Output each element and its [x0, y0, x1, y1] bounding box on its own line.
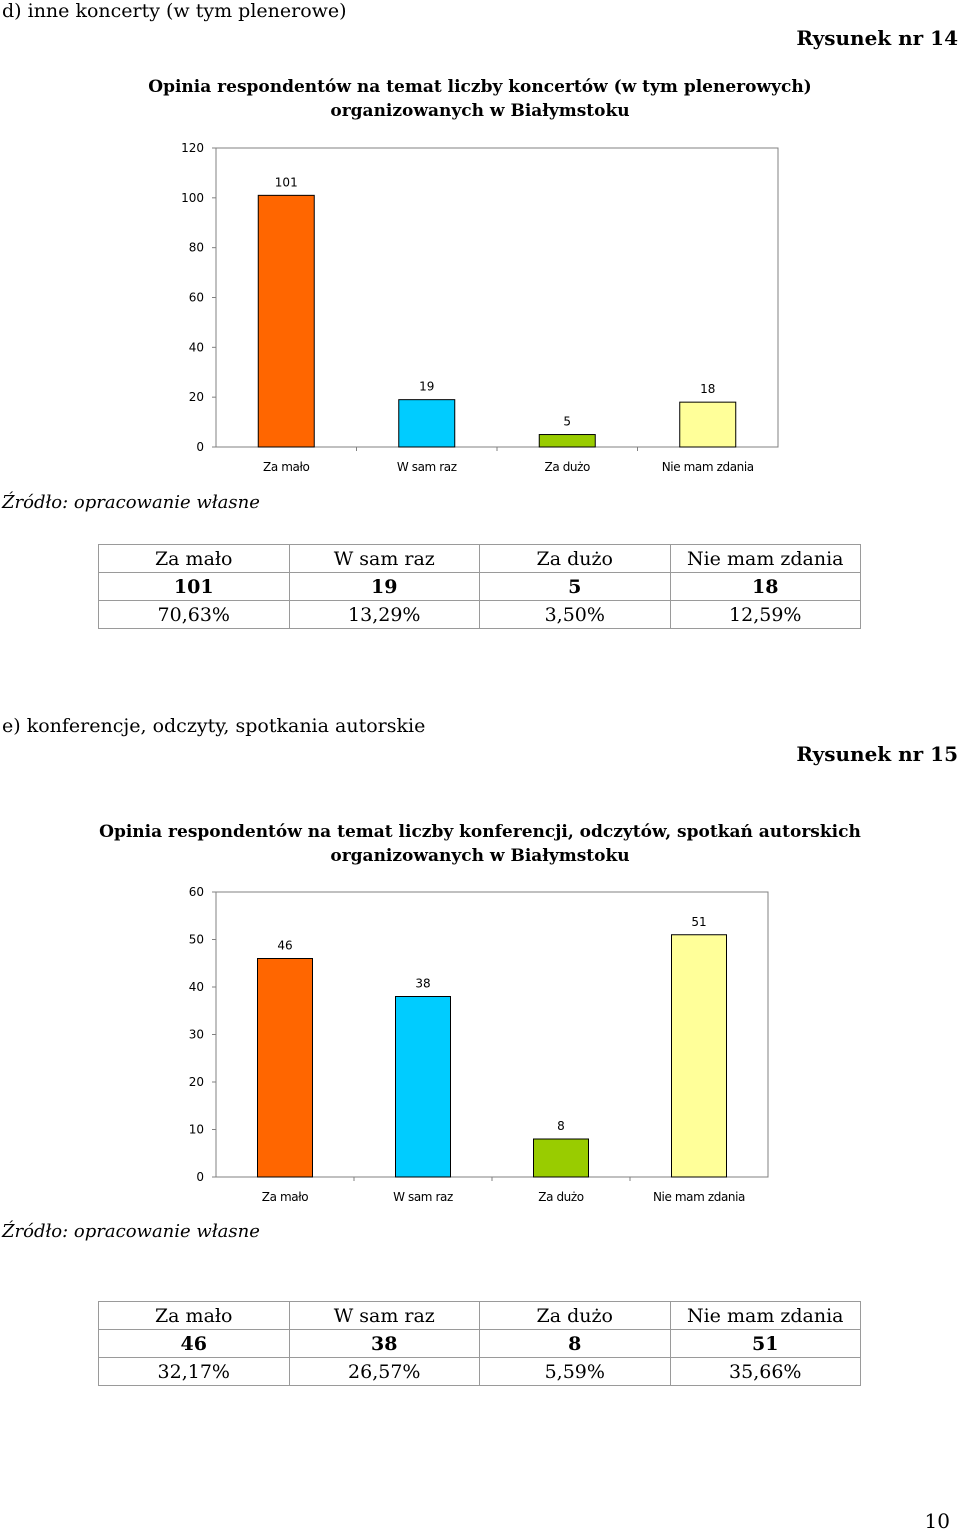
- table-percent-row: [99, 1358, 861, 1386]
- table-header-row: [99, 545, 861, 573]
- data-table-15: [98, 1301, 861, 1386]
- y-tick-label: 100: [181, 190, 204, 205]
- x-tick-label: Za mało: [261, 1190, 309, 1204]
- y-tick-label: 0: [196, 440, 204, 454]
- x-tick-label: W sam raz: [393, 1190, 453, 1204]
- y-tick-label: 50: [188, 932, 204, 947]
- bar: [539, 435, 595, 447]
- table-cell: 32,17%: [99, 1358, 290, 1386]
- table-cell: 8: [480, 1330, 671, 1358]
- table-count-row: [99, 573, 861, 601]
- table-count-row: [99, 1330, 861, 1358]
- table-header-cell: Za dużo: [480, 545, 671, 573]
- bar-chart-14: [0, 140, 960, 480]
- chart-title-15-line2: organizowanych w Białymstoku: [330, 846, 630, 866]
- data-label: 46: [277, 938, 293, 953]
- data-label: 19: [419, 379, 435, 394]
- table-header-cell: W sam raz: [289, 545, 480, 573]
- table-cell: 5: [480, 573, 671, 601]
- chart-title-14-line1: Opinia respondentów na temat liczby koncertów (w tym plenerowych): [148, 77, 812, 97]
- bar: [258, 959, 313, 1178]
- y-tick-label: 20: [188, 390, 204, 405]
- y-tick-label: 0: [196, 1170, 204, 1184]
- table-header-row: [99, 1302, 861, 1330]
- y-tick-label: 60: [188, 290, 204, 305]
- table-cell: 70,63%: [99, 601, 290, 629]
- y-tick-label: 80: [188, 240, 204, 255]
- x-tick-label: Za dużo: [544, 460, 590, 474]
- data-label: 8: [557, 1119, 565, 1133]
- table-cell: 13,29%: [289, 601, 480, 629]
- data-label: 5: [563, 414, 572, 429]
- chart-title-14: [0, 75, 960, 123]
- data-label: 18: [700, 382, 716, 397]
- x-tick-label: Nie mam zdania: [652, 1190, 746, 1204]
- table-cell: 18: [670, 573, 861, 601]
- table-cell: 38: [289, 1330, 480, 1358]
- y-tick-label: 40: [188, 980, 204, 994]
- bar: [399, 400, 455, 447]
- y-tick-label: 10: [188, 1122, 204, 1137]
- figure-label-15: Rysunek nr 15: [796, 742, 958, 766]
- chart-title-14-line2: organizowanych w Białymstoku: [330, 101, 630, 121]
- data-label: 38: [415, 976, 431, 991]
- data-label: 101: [274, 175, 298, 190]
- table-header-cell: Nie mam zdania: [670, 545, 861, 573]
- section-heading-e: e) konferencje, odczyty, spotkania autorskie: [2, 715, 426, 737]
- chart-title-15: [0, 820, 960, 868]
- bar: [534, 1139, 589, 1177]
- y-tick-label: 30: [188, 1027, 204, 1042]
- table-percent-row: [99, 601, 861, 629]
- table-cell: 101: [99, 573, 290, 601]
- bar-chart-15: [0, 880, 960, 1220]
- section-heading-d: d) inne koncerty (w tym plenerowe): [2, 0, 347, 22]
- table-cell: 35,66%: [670, 1358, 861, 1386]
- table-cell: 51: [670, 1330, 861, 1358]
- table-cell: 46: [99, 1330, 290, 1358]
- bar: [396, 997, 451, 1178]
- data-table-14: [98, 544, 861, 629]
- table-cell: 12,59%: [670, 601, 861, 629]
- chart-title-15-line1: Opinia respondentów na temat liczby konferencji, odczytów, spotkań autorskich: [99, 822, 861, 842]
- y-tick-label: 40: [188, 340, 204, 355]
- table-cell: 3,50%: [480, 601, 671, 629]
- bar: [672, 935, 727, 1177]
- x-tick-label: Nie mam zdania: [661, 460, 754, 474]
- x-tick-label: Za dużo: [538, 1190, 584, 1204]
- x-tick-label: Za mało: [263, 460, 310, 474]
- table-cell: 19: [289, 573, 480, 601]
- table-cell: 26,57%: [289, 1358, 480, 1386]
- table-header-cell: Nie mam zdania: [670, 1302, 861, 1330]
- bar: [258, 195, 314, 447]
- y-tick-label: 20: [188, 1075, 204, 1089]
- y-tick-label: 120: [181, 141, 204, 155]
- table-header-cell: W sam raz: [289, 1302, 480, 1330]
- table-cell: 5,59%: [480, 1358, 671, 1386]
- figure-label-14: Rysunek nr 14: [796, 26, 958, 50]
- bar: [680, 402, 736, 447]
- source-note-14: Źródło: opracowanie własne: [2, 492, 260, 513]
- table-header-cell: Za mało: [99, 1302, 290, 1330]
- x-tick-label: W sam raz: [396, 460, 457, 474]
- page-number: 10: [924, 1509, 950, 1533]
- source-note-15: Źródło: opracowanie własne: [2, 1221, 260, 1242]
- table-header-cell: Za mało: [99, 545, 290, 573]
- y-tick-label: 60: [188, 885, 204, 899]
- table-header-cell: Za dużo: [480, 1302, 671, 1330]
- data-label: 51: [691, 914, 707, 929]
